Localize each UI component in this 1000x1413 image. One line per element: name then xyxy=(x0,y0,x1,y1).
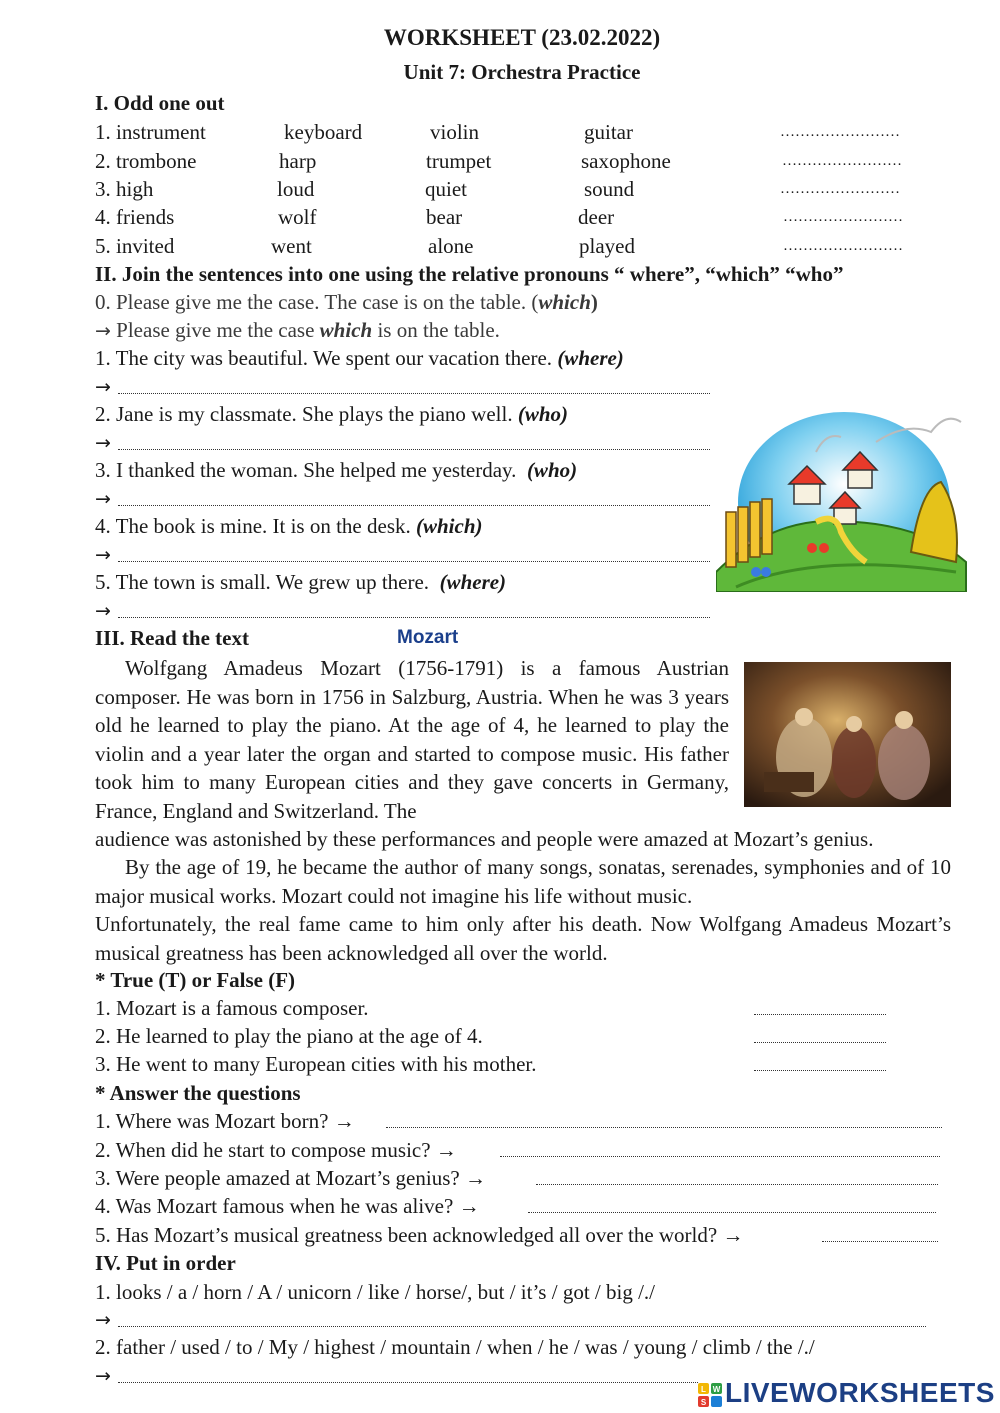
odd-word: bear xyxy=(426,205,463,229)
odd-word: 4. friends xyxy=(95,205,175,229)
join-item-3 xyxy=(95,456,577,484)
logo-letter: L xyxy=(701,1385,706,1394)
join-item-5 xyxy=(95,568,506,596)
village-illustration xyxy=(716,402,970,592)
answer-line[interactable] xyxy=(118,393,710,394)
question-item: 3. Were people amazed at Mozart’s genius? → xyxy=(95,1166,486,1190)
odd-word: trumpet xyxy=(426,149,492,173)
section4-heading: IV. Put in order xyxy=(95,1251,236,1275)
odd-word: loud xyxy=(277,177,315,201)
tf-item: 3. He went to many European cities with his mother. xyxy=(95,1052,537,1076)
example-pronoun: which xyxy=(538,290,591,314)
odd-word: saxophone xyxy=(581,149,671,173)
odd-word: 2. trombone xyxy=(95,149,197,173)
join-item-1 xyxy=(95,344,624,372)
reading-paragraph-1-end: audience was astonished by these performances and people were amazed at Mozart’s genius. xyxy=(95,827,874,851)
answer-line[interactable] xyxy=(118,505,710,506)
join-text: 1. The city was beautiful. We spent our vacation there. xyxy=(95,346,553,370)
order-item: 1. looks / a / horn / A / unicorn / like / horse/, but / it’s / got / big /./ xyxy=(95,1280,655,1304)
question-answer-line[interactable] xyxy=(528,1212,936,1213)
join-text: 4. The book is mine. It is on the desk. xyxy=(95,514,411,538)
example-close: ) xyxy=(590,290,598,314)
arrow-icon: → xyxy=(95,320,111,342)
odd-word: played xyxy=(579,234,635,258)
join-item-2 xyxy=(95,400,568,428)
tf-answer-line[interactable] xyxy=(754,1070,886,1071)
reading-paragraph-3: Unfortunately, the real fame came to him only after his death. Now Wolfgang Amadeus Mozart’s musical greatness has been acknowledged all over the world. xyxy=(95,912,951,965)
example-answer-pronoun: which xyxy=(319,318,373,342)
mozart-painting xyxy=(744,662,951,807)
order-item: 2. father / used / to / My / highest / mountain / when / he / was / young / climb / the /./ xyxy=(95,1335,815,1359)
true-false-heading: * True (T) or False (F) xyxy=(95,968,296,992)
arrow-icon: → xyxy=(95,1309,111,1331)
arrow-icon: → xyxy=(95,1365,111,1387)
order-answer-line[interactable] xyxy=(118,1326,926,1327)
odd-word: keyboard xyxy=(284,120,363,144)
example-sentence xyxy=(95,288,598,316)
section2-heading: II. Join the sentences into one using the relative pronouns “ where”, “which” “who” xyxy=(95,262,844,286)
join-pronoun: (who) xyxy=(517,402,569,426)
example-answer xyxy=(95,316,500,345)
logo-letter: W xyxy=(712,1385,721,1394)
section1-heading: I. Odd one out xyxy=(95,91,225,115)
odd-word: wolf xyxy=(278,205,317,229)
question-answer-line[interactable] xyxy=(386,1127,942,1128)
question-answer-line[interactable] xyxy=(500,1156,940,1157)
question-item: 1. Where was Mozart born? → xyxy=(95,1109,355,1133)
answer-blank[interactable]: …………………… xyxy=(780,124,900,140)
join-item-4 xyxy=(95,512,483,540)
answer-blank[interactable]: …………………… xyxy=(783,209,903,225)
odd-word: violin xyxy=(430,120,480,144)
arrow-icon: → xyxy=(95,600,111,622)
answer-blank[interactable]: …………………… xyxy=(780,181,900,197)
answer-line[interactable] xyxy=(118,449,710,450)
join-pronoun: (where) xyxy=(557,346,624,370)
tf-answer-line[interactable] xyxy=(754,1014,886,1015)
arrow-icon: → xyxy=(95,544,111,566)
join-text: 3. I thanked the woman. She helped me yesterday. xyxy=(95,458,517,482)
answer-blank[interactable]: …………………… xyxy=(782,153,902,169)
reading-paragraph-2: By the age of 19, he became the author of many songs, sonatas, serenades, symphonies and of 10 major musical works. Mozart could not imagine his life without music. xyxy=(95,855,951,908)
odd-word: quiet xyxy=(425,177,467,201)
question-answer-line[interactable] xyxy=(822,1241,938,1242)
odd-word: 1. instrument xyxy=(95,120,206,144)
odd-word: alone xyxy=(428,234,474,258)
order-answer-line[interactable] xyxy=(118,1382,698,1383)
odd-word: harp xyxy=(279,149,317,173)
questions-heading: * Answer the questions xyxy=(95,1081,301,1105)
odd-word: sound xyxy=(584,177,635,201)
odd-word: deer xyxy=(578,205,615,229)
arrow-icon: → xyxy=(95,376,111,398)
join-text: 5. The town is small. We grew up there. xyxy=(95,570,430,594)
answer-line[interactable] xyxy=(118,617,710,618)
section3-heading: III. Read the text xyxy=(95,626,249,650)
arrow-icon: → xyxy=(95,488,111,510)
question-item: 2. When did he start to compose music? → xyxy=(95,1138,457,1162)
odd-word: 3. high xyxy=(95,177,154,201)
answer-blank[interactable]: …………………… xyxy=(783,238,903,254)
join-pronoun: (where) xyxy=(439,570,507,594)
question-item: 4. Was Mozart famous when he was alive? → xyxy=(95,1194,480,1218)
odd-word: went xyxy=(271,234,312,258)
join-text: 2. Jane is my classmate. She plays the piano well. xyxy=(95,402,513,426)
liveworksheets-brand: LIVEWORKSHEETS xyxy=(725,1377,995,1408)
question-item: 5. Has Mozart’s musical greatness been acknowledged all over the world? → xyxy=(95,1223,744,1247)
tf-item: 1. Mozart is a famous composer. xyxy=(95,996,369,1020)
liveworksheets-logo-icon xyxy=(697,1382,723,1408)
logo-letter: S xyxy=(700,1398,707,1407)
arrow-icon: → xyxy=(95,432,111,454)
odd-word: guitar xyxy=(584,120,633,144)
answer-line[interactable] xyxy=(118,561,710,562)
unit-subtitle: Unit 7: Orchestra Practice xyxy=(403,60,641,84)
tf-item: 2. He learned to play the piano at the age of 4. xyxy=(95,1024,483,1048)
reading-paragraph-1: Wolfgang Amadeus Mozart (1756-1791) is a famous Austrian composer. He was born in 1756 in Salzburg, Austria. When he was 3 years old he learned to play the piano. At the age of 4, he learned to play the violin and a year later the organ and started to compose music. His father took him to many European cities and they gave concerts in Germany, France, England and Switzerland. The xyxy=(95,656,729,823)
text-title: Mozart xyxy=(397,627,459,648)
question-answer-line[interactable] xyxy=(536,1184,938,1185)
join-pronoun: (who) xyxy=(526,458,578,482)
example-answer-post: is on the table. xyxy=(372,318,500,342)
tf-answer-line[interactable] xyxy=(754,1042,886,1043)
odd-word: 5. invited xyxy=(95,234,175,258)
worksheet-title: WORKSHEET (23.02.2022) xyxy=(383,25,661,50)
example-answer-pre: Please give me the case xyxy=(116,318,320,342)
example-text: 0. Please give me the case. The case is on the table. ( xyxy=(95,290,539,314)
join-pronoun: (which) xyxy=(416,514,483,538)
